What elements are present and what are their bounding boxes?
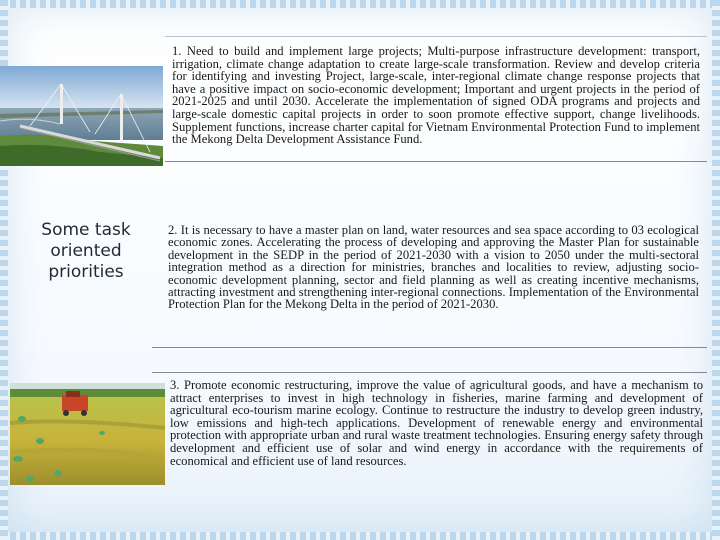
priority-item-3: 3. Promote economic restructuring, improve the value of agricultural goods, and have a mechanism to attract enterprises to invest in high technology in fisheries, marine farming and development of agricultural eco-tourism marine ecology. Continue to restructure the industry to develop green industry, low emissions and high-tech applications. Development of renewable energy and environmental protection with appropriate urban and rural waste treatment technologies. Ensuring energy safety through development and efficient use of solar and wind energy in accordance with the requirements of economical and efficient use of land resources. (170, 378, 703, 468)
section-title: Some task oriented priorities (41, 220, 131, 282)
divider-top (165, 36, 707, 37)
divider-after-item-1 (165, 161, 707, 162)
priority-item-1: 1. Need to build and implement large projects; Multi-purpose infrastructure development: transport, irrigation, climate change adaptation to create large-scale transformation. Review and develop criteria for identifying and investing Project, large-scale, inter-regional climate change response projects that have a positive impact on socio-economic development; Important and urgent projects in the period of 2021-2025 and until 2030. Accelerate the implementation of signed ODA programs and projects and large-scale domestic capital projects in order to soon promote effective support, change livelihoods. Supplement functions, increase charter capital for Vietnam Environmental Protection Fund to implement the Mekong Delta Development Assistance Fund. (172, 44, 700, 147)
bridge-photo (0, 66, 163, 166)
priority-item-2: 2. It is necessary to have a master plan on land, water resources and sea space according to 03 ecological economic zones. Accelerating the process of developing and approving the Master Plan for sustainable development in the SEDP in the period of 2021-2030 with a vision to 2050 under the multi-sectoral integration method as a direction for ministries, branches and localities to review, adjusting socio-economic development planning, sector and field planning as well as creating incentive mechanisms, attracting investment and strengthening inter-regional connections. Implementation of the Environmental Protection Plan for the Mekong Delta in the period of 2021-2030. (168, 223, 699, 312)
slide-frame-bottom (0, 532, 720, 540)
divider-before-item-3-a (152, 347, 707, 348)
rice-field-photo (10, 383, 165, 485)
slide-frame-top (0, 0, 720, 8)
divider-before-item-3-b (152, 372, 707, 373)
slide-frame-right (712, 0, 720, 540)
